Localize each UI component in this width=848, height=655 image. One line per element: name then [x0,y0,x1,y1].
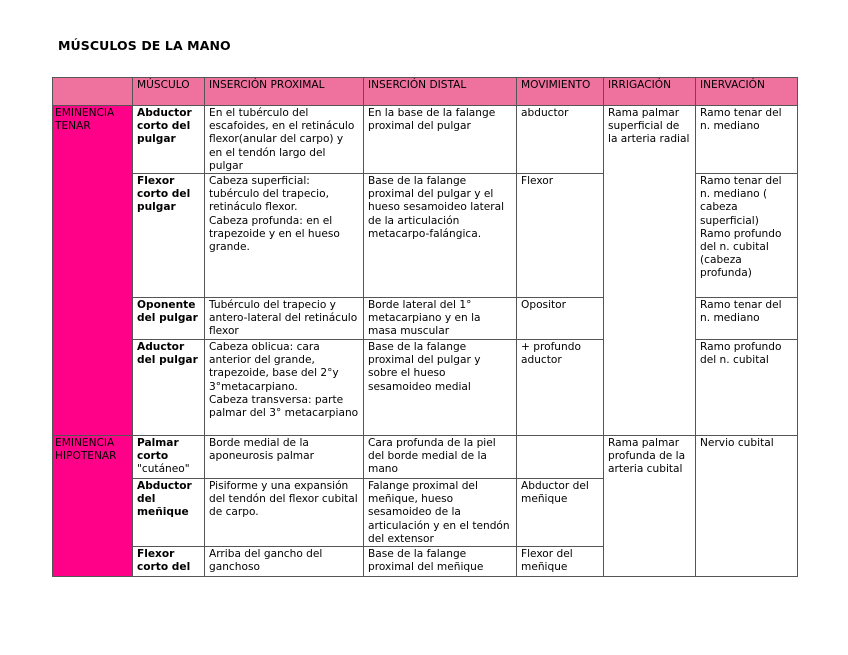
movimiento [517,436,604,479]
muscle-name: Palmar corto [137,437,179,463]
irrigacion-hipotenar: Rama palmar profunda de la arteria cubital [604,436,696,577]
movimiento: Opositor [517,298,604,340]
insercion-proximal: En el tubérculo del escafoides, en el retináculo flexor(anular del carpo) y en el tendón largo del pulgar [205,106,364,174]
header-cell-inervacion: INERVACIÓN [696,78,798,106]
movimiento: Flexor del meñique [517,547,604,577]
muscle-name: Flexor corto del pulgar [133,174,205,298]
insercion-proximal: Tubérculo del trapecio y antero-lateral del retináculo flexor [205,298,364,340]
inervacion: Ramo tenar del n. mediano [696,106,798,174]
header-cell-empty [53,78,133,106]
header-cell-proximal: INSERCIÓN PROXIMAL [205,78,364,106]
irrigacion-tenar: Rama palmar superficial de la arteria radial [604,106,696,436]
inervacion: Ramo tenar del n. mediano [696,298,798,340]
header-cell-musculo: MÚSCULO [133,78,205,106]
table-row [53,436,798,479]
table-header-row [53,78,798,106]
insercion-proximal: Cabeza oblicua: cara anterior del grande, trapezoide, base del 2°y 3°metacarpiano. Cabeza transversa: parte palmar del 3° metacarpiano [205,340,364,436]
muscle-name: Flexor corto del [133,547,205,577]
muscle-name-cell [133,436,205,479]
muscle-name: Abductor del meñique [133,479,205,547]
insercion-proximal: Borde medial de la aponeurosis palmar [205,436,364,479]
table-row [53,106,798,174]
movimiento: + profundo aductor [517,340,604,436]
muscle-note: "cutáneo" [137,463,190,476]
muscle-name: Abductor corto del pulgar [133,106,205,174]
insercion-distal: Base de la falange proximal del pulgar y sobre el hueso sesamoideo medial [364,340,517,436]
insercion-distal: Base de la falange proximal del meñique [364,547,517,577]
region-hipotenar: EMINENCIA HIPOTENAR [53,436,133,577]
insercion-distal: Falange proximal del meñique, hueso sesamoideo de la articulación y en el tendón del extensor [364,479,517,547]
insercion-distal: Borde lateral del 1° metacarpiano y en la masa muscular [364,298,517,340]
muscle-name: Aductor del pulgar [133,340,205,436]
insercion-distal: Cara profunda de la piel del borde medial de la mano [364,436,517,479]
movimiento: abductor [517,106,604,174]
inervacion: Ramo tenar del n. mediano ( cabeza superficial) Ramo profundo del n. cubital (cabeza profunda) [696,174,798,298]
header-cell-irrigacion: IRRIGACIÓN [604,78,696,106]
movimiento: Abductor del meñique [517,479,604,547]
header-cell-movimiento: MOVIMIENTO [517,78,604,106]
muscle-name: Oponente del pulgar [133,298,205,340]
movimiento: Flexor [517,174,604,298]
header-cell-distal: INSERCIÓN DISTAL [364,78,517,106]
insercion-distal: En la base de la falange proximal del pulgar [364,106,517,174]
insercion-proximal: Cabeza superficial: tubérculo del trapecio, retináculo flexor. Cabeza profunda: en el trapezoide y en el hueso grande. [205,174,364,298]
muscles-table [52,77,798,577]
insercion-proximal: Arriba del gancho del ganchoso [205,547,364,577]
region-tenar: EMINENCIA TENAR [53,106,133,436]
inervacion-hipotenar: Nervio cubital [696,436,798,577]
insercion-proximal: Pisiforme y una expansión del tendón del flexor cubital de carpo. [205,479,364,547]
page-title: MÚSCULOS DE LA MANO [58,38,231,53]
inervacion: Ramo profundo del n. cubital [696,340,798,436]
insercion-distal: Base de la falange proximal del pulgar y el hueso sesamoideo lateral de la articulación metacarpo-falángica. [364,174,517,298]
